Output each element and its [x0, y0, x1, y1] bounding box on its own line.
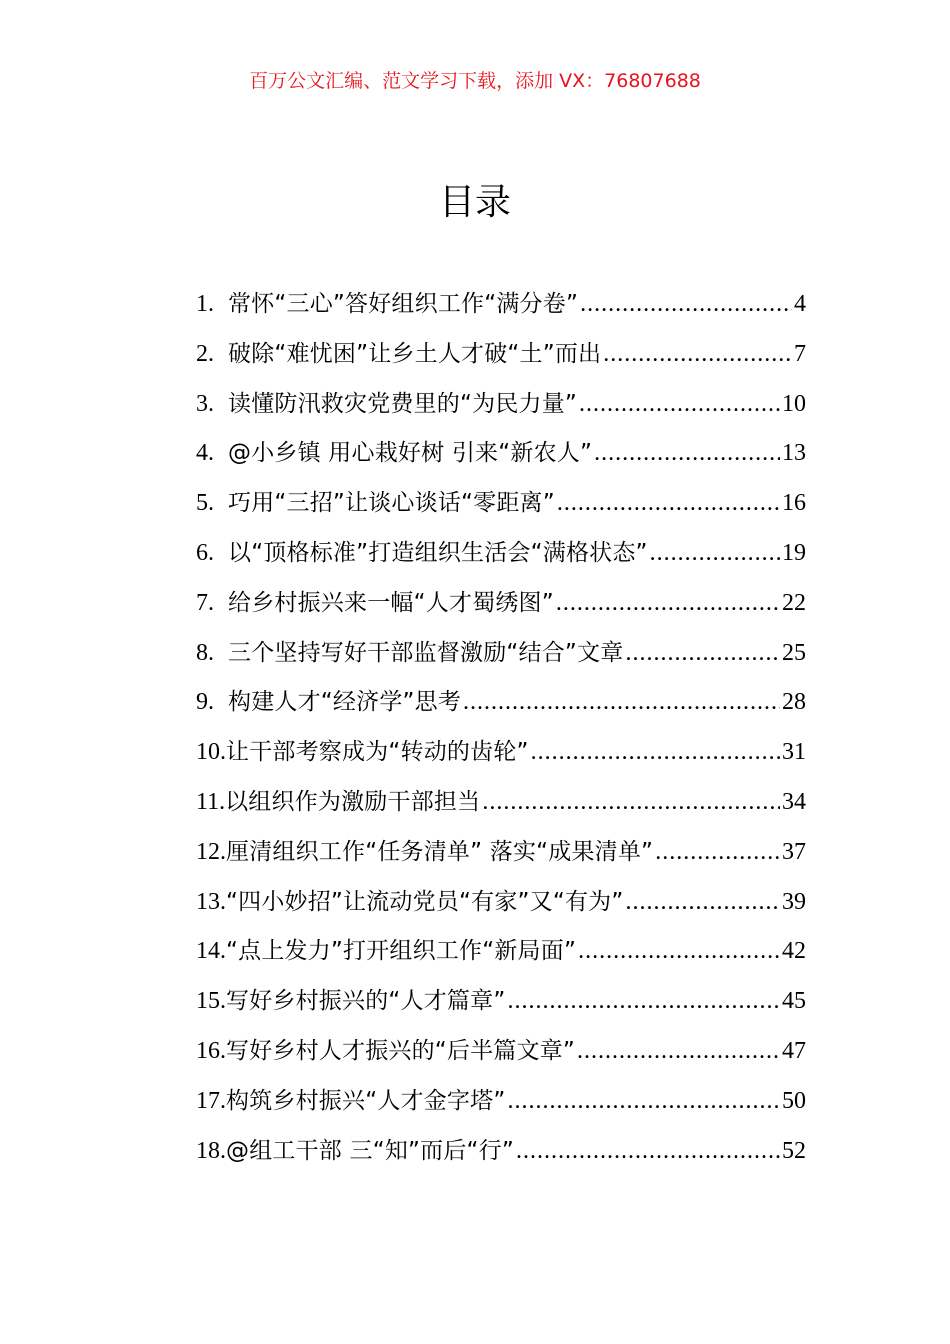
toc-entry-page-number: 31	[782, 739, 806, 766]
toc-entry-number: 8.	[196, 639, 214, 666]
toc-dot-leader	[625, 629, 780, 679]
toc-entry[interactable]	[196, 828, 806, 878]
toc-entry[interactable]	[196, 529, 806, 579]
toc-entry-number: 5.	[196, 490, 214, 517]
toc-entry-number: 7.	[196, 589, 214, 616]
toc-entry-title: 写好乡村振兴的“人才篇章”	[226, 988, 506, 1015]
toc-dot-leader	[507, 1077, 780, 1127]
toc-dot-leader	[578, 927, 780, 977]
toc-entry-title: 以组织作为激励干部担当	[225, 788, 481, 815]
toc-entry-page-number: 37	[782, 838, 806, 865]
toc-entry-page-number: 34	[782, 788, 806, 815]
toc-entry-number: 10.	[196, 739, 226, 766]
toc-entry-page-number: 10	[782, 390, 806, 417]
toc-entry-page-number: 25	[782, 639, 806, 666]
toc-entry[interactable]	[196, 1127, 806, 1177]
toc-dot-leader	[650, 529, 780, 579]
toc-entry-number: 11.	[196, 788, 226, 815]
toc-entry[interactable]	[196, 629, 806, 679]
toc-entry[interactable]	[196, 778, 806, 828]
toc-entry[interactable]	[196, 280, 806, 330]
toc-entry-title: 破除“难忧困”让乡土人才破“土”而出	[228, 340, 602, 367]
toc-entry[interactable]	[196, 927, 806, 977]
toc-entry[interactable]	[196, 1027, 806, 1077]
page-title: 目录	[438, 182, 511, 223]
toc-entry[interactable]	[196, 579, 806, 629]
toc-entry[interactable]	[196, 728, 806, 778]
toc-entry-title: 给乡村振兴来一幅“人才蜀绣图”	[228, 589, 554, 616]
toc-entry-title: 以“顶格标准”打造组织生活会“满格状态”	[228, 539, 648, 566]
toc-dot-leader	[516, 1127, 780, 1177]
toc-entry-page-number: 4	[794, 291, 806, 317]
toc-entry-page-number: 39	[782, 888, 806, 915]
toc-dot-leader	[577, 1027, 780, 1077]
toc-entry-number: 6.	[196, 539, 214, 566]
toc-entry-number: 13.	[196, 888, 226, 915]
toc-entry-title: 厘清组织工作“任务清单” 落实“成果清单”	[226, 838, 654, 865]
toc-entry-page-number: 50	[782, 1087, 806, 1114]
toc-dot-leader	[594, 429, 780, 479]
toc-entry-title: 巧用“三招”让谈心谈话“零距离”	[228, 490, 555, 517]
toc-entry[interactable]	[196, 1077, 806, 1127]
toc-dot-leader	[531, 728, 780, 778]
toc-entry-number: 4.	[196, 440, 214, 467]
toc-entry-number: 15.	[196, 988, 226, 1015]
toc-entry-page-number: 19	[782, 539, 806, 566]
toc-dot-leader	[603, 330, 792, 380]
toc-entry[interactable]	[196, 977, 806, 1027]
toc-entry[interactable]	[196, 479, 806, 529]
toc-entry[interactable]	[196, 380, 806, 430]
toc-entry-title: 常怀“三心”答好组织工作“满分卷”	[228, 291, 579, 317]
toc-entry-title: @组工干部 三“知”而后“行”	[226, 1137, 514, 1164]
toc-dot-leader	[482, 778, 780, 828]
toc-entry-title: “点上发力”打开组织工作“新局面”	[226, 938, 577, 965]
toc-entry-number: 9.	[196, 689, 214, 716]
toc-entry[interactable]	[196, 878, 806, 928]
toc-entry-page-number: 16	[782, 490, 806, 517]
toc-dot-leader	[557, 479, 780, 529]
toc-entry-title: 构建人才“经济学”思考	[228, 689, 462, 716]
toc-entry-number: 18.	[196, 1137, 226, 1164]
toc-entry-number: 16.	[196, 1037, 226, 1064]
toc-entry-title: 让干部考察成为“转动的齿轮”	[226, 739, 529, 766]
toc-entry-title: 构筑乡村振兴“人才金字塔”	[226, 1087, 506, 1114]
toc-dot-leader	[655, 828, 780, 878]
toc-entry[interactable]	[196, 330, 806, 380]
toc-entry-page-number: 22	[782, 589, 806, 616]
toc-entry-number: 12.	[196, 838, 226, 865]
toc-dot-leader	[626, 878, 781, 928]
toc-entry-page-number: 28	[782, 689, 806, 716]
toc-dot-leader	[507, 977, 780, 1027]
toc-entry-number: 2.	[196, 340, 214, 367]
toc-entry-number: 3.	[196, 390, 214, 417]
toc-entry-title: 读懂防汛救灾党费里的“为民力量”	[228, 390, 578, 417]
toc-dot-leader	[579, 380, 780, 430]
toc-entry-title: @小乡镇 用心栽好树 引来“新农人”	[228, 440, 593, 467]
toc-entry-page-number: 52	[782, 1137, 806, 1164]
toc-entry-number: 1.	[196, 291, 214, 317]
toc-entry-page-number: 42	[782, 938, 806, 965]
toc-entry-number: 14.	[196, 938, 226, 965]
toc-entry[interactable]	[196, 429, 806, 479]
toc-entry-page-number: 13	[782, 440, 806, 467]
toc-entry-page-number: 45	[782, 988, 806, 1015]
toc-dot-leader	[580, 280, 792, 330]
toc-entry-number: 17.	[196, 1087, 226, 1114]
toc-entry-page-number: 7	[794, 340, 806, 367]
download-notice: 百万公文汇编、范文学习下载，添加 VX：76807688	[249, 70, 701, 92]
toc-entry-title: “四小妙招”让流动党员“有家”又“有为”	[226, 888, 624, 915]
table-of-contents	[196, 280, 806, 1176]
toc-entry[interactable]	[196, 678, 806, 728]
toc-entry-title: 三个坚持写好干部监督激励“结合”文章	[228, 639, 624, 666]
toc-entry-page-number: 47	[782, 1037, 806, 1064]
toc-dot-leader	[556, 579, 780, 629]
toc-entry-title: 写好乡村人才振兴的“后半篇文章”	[226, 1037, 576, 1064]
toc-dot-leader	[463, 678, 780, 728]
